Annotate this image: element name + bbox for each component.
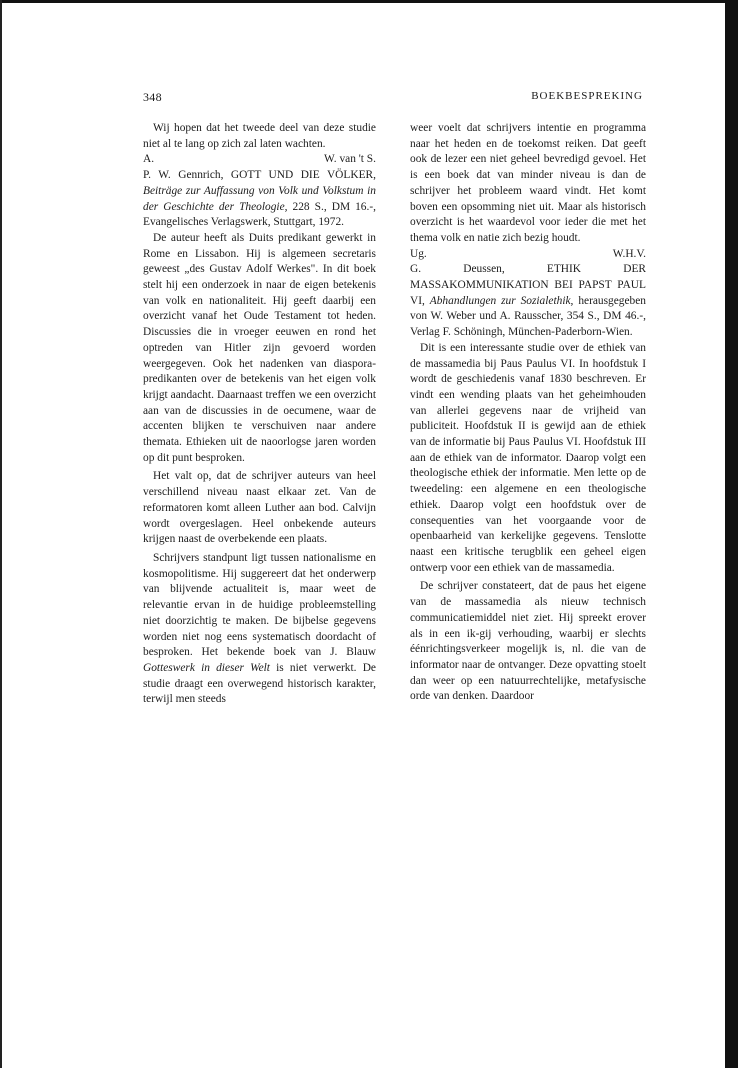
review-author: P. W. Gennrich, GOTT UND DIE VÖLKER, — [143, 169, 376, 182]
continued-paragraph: weer voelt dat schrijvers intentie en programma naar het heden en de toekomst reiken. Dat geeft ook de lezer een niet geheel bevredigd gevoel. Het is een boek dat van minder niveau is dan de schrijver het probleem waard vindt. Het komt boven een opsomming niet uit. Maar als historisch overzicht is het waardevol voor ieder die met het thema volk en natie zich bezig houdt. — [410, 122, 646, 244]
left-column — [143, 121, 376, 708]
review-title: Abhandlungen zur Sozialethik, — [429, 294, 574, 307]
closing-signature — [143, 152, 376, 168]
review-details: herausgegeben von W. Weber und A. Rausscher, 354 S., DM 46.-, Verlag F. Schöningh, München-Paderborn-Wien. — [410, 294, 646, 339]
body-paragraph-tail: is niet verwerkt. De studie draagt een overwegend historisch karakter, terwijl men steeds — [143, 661, 376, 706]
review-signature — [410, 247, 646, 263]
review-heading-gennrich — [143, 168, 376, 231]
closing-paragraph: Wij hopen dat het tweede deel van deze studie niet al te lang op zich zal laten wachten. — [143, 122, 376, 150]
review-title: Beiträge zur Auffassung von Volk und Volkstum in der Geschichte der Theologie, — [143, 184, 376, 213]
body-paragraph: Dit is een interessante studie over de ethiek van de massamedia bij Paus Paulus VI. In hoofdstuk I wordt de geschiedenis vanaf 1830 beschreven. Er vindt een wending plaats van het geheimhouden van allerlei gegevens naar de vrijheid van publiciteit. Hoofdstuk II is gewijd aan de ethiek van de informatie bij Paus Paulus VI. Hoofdstuk III aan de ethiek van de informator. Daarop volgt een theologische ethiek der informatie. Men lette op de tweedeling: een algemene en een theologische ethiek. Daarop volgt een hoofdstuk over de consequenties van het voorgaande voor de openbaarheid van kerkelijke gegevens. Tenslotte naast een kritische terugblik een geheel eigen ontwerp voor een ethiek van de massamedia. — [410, 341, 646, 574]
review-details: 228 S., DM 16.-, Evangelisches Verlagswerk, Stuttgart, 1972. — [143, 200, 376, 229]
signature-reviewer: W. van 't S. — [324, 153, 376, 166]
review-author: G. Deussen, ETHIK DER MASSAKOMMUNIKATION BEI PAPST PAUL VI, — [410, 263, 646, 307]
right-column — [410, 121, 646, 705]
body-paragraph: De schrijver constateert, dat de paus het eigene van de massamedia als nieuw technisch communicatiemiddel niet ziet. Hij spreekt erover als in een ik-gij verhouding, waarbij er slechts éénrichtingsverkeer mogelijk is, nl. die van de informator naar de ontvanger. Deze opvatting stoelt dan weer op een natuurrechtelijke, metafysische orde van denken. Daardoor — [410, 580, 646, 703]
body-paragraph-text: Schrijvers standpunt ligt tussen nationalisme en kosmopolitisme. Hij suggereert dat het onderwerp van blijvende actualiteit is, maar weet de relevantie ervan in de huidige probleemstelling niet doorzichtig te maken. De bijbelse gegevens worden niet nog eens systematisch doordacht of besproken. Het bekende boek van J. Blauw — [143, 551, 376, 659]
running-head: BOEKBESPREKING — [531, 90, 643, 102]
body-paragraph — [143, 551, 376, 708]
scan-border-right — [725, 0, 738, 1068]
signature-reviewer: W.H.V. — [612, 247, 646, 260]
scan-border-left — [0, 0, 2, 1068]
body-paragraph: Het valt op, dat de schrijver auteurs van heel verschillend niveau naast elkaar zet. Van de reformatoren komt alleen Luther aan bod. Calvijn wordt overgeslagen. Heel onbekende auteurs krijgen naast de overbekende een plaats. — [143, 470, 376, 546]
signature-initial: A. — [143, 153, 155, 166]
cited-book-title: Gotteswerk in dieser Welt — [143, 661, 270, 674]
body-paragraph: De auteur heeft als Duits predikant gewerkt in Rome en Lissabon. Hij is algemeen secretaris geweest „des Gustav Adolf Werkes". In dit boek stelt hij een onderzoek in naar de eigen betekenis van volk en nationaliteit. Hij geeft daarbij een overzicht vanaf het Oude Testament tot heden. Discussies die in vroeger eeuwen en rond het optreden van Hitler zijn gevoerd worden weergegeven. Ook het nadenken van diaspora-predikanten over de betekenis van het eigen volk krijgt aandacht. Daarnaast treffen we een overzicht aan van de discussies in de oecumene, waar de accenten blijken te verschuiven naar andere themata. Ethieken uit de naoorlogse jaren worden op dit punt besproken. — [143, 231, 376, 464]
page-number: 348 — [143, 90, 162, 104]
signature-initial: Ug. — [410, 247, 427, 260]
review-heading-deussen — [410, 262, 646, 341]
scan-border-top — [0, 0, 738, 3]
